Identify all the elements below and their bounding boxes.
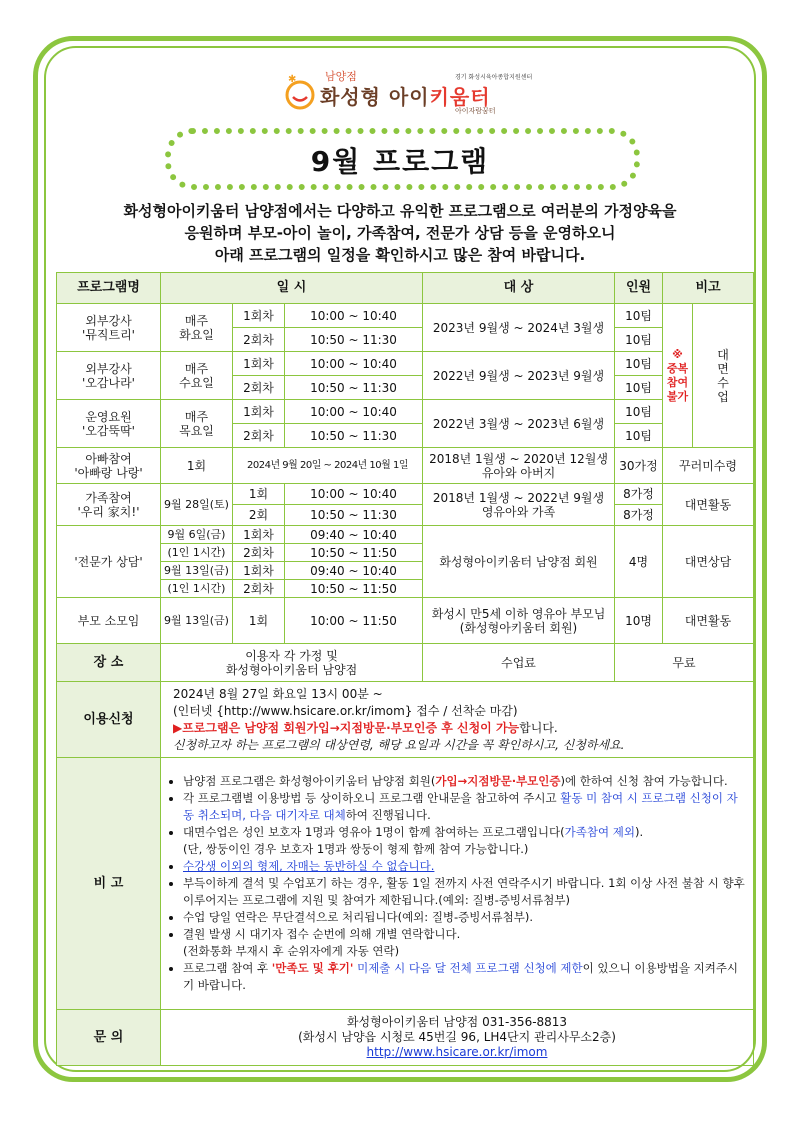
logo [280,68,540,118]
list-item: • 부득이하게 결석 및 수업포기 하는 경우, 활동 1일 전까지 사전 연락주시기 바랍니다. 1회 이상 사전 불참 시 향후 이루어지는 프로그램에 지원 및 참여가 제한됩니다.(예외: 질병-증빙서류첨부) [183,875,745,909]
sun-smile-icon [280,73,320,113]
table-row: 2회 10:50 ~ 11:30 8가정 [57,505,754,526]
table-row: (1인 1시간) 2회차 10:50 ~ 11:50 [57,580,754,598]
program-name: 외부강사 '뮤직트리' [57,304,161,352]
list-item: • 각 프로그램별 이용방법 등 상이하오니 프로그램 안내문을 참고하여 주시고 활동 미 참여 시 프로그램 신청이 자동 취소되며, 다음 대기자로 대체하여 진행됩니다. [183,790,745,824]
logo-tagline: 아이자람꿈터 [455,107,496,115]
table-row: 아빠참여 '아빠랑 나랑' 1회 2024년 9월 20일 ~ 2024년 10월 1일 2018년 1월생 ~ 2020년 12월생 유아와 아버지 30가정 꾸러미수령 [57,448,754,484]
header-note: 비고 [663,273,754,304]
notes-list [161,758,754,1010]
apply-label: 이용신청 [57,682,161,758]
list-item: • 남양점 프로그램은 화성형아이키움터 남양점 회원(가입→지점방문·부모인증)에 한하여 신청 참여 가능합니다. [183,773,745,790]
table-row: '전문가 상담' 9월 6일(금) 1회차 09:40 ~ 10:40 화성형아이키움터 남양점 회원 4명 대면상담 [57,526,754,544]
list-item: • 프로그램 참여 후 '만족도 및 후기' 미제출 시 다음 달 전체 프로그램 신청에 제한이 있으니 이용방법을 지켜주시기 바랍니다. [183,960,745,994]
table-row: 9월 13일(금) 1회차 09:40 ~ 10:40 [57,562,754,580]
contact-info: 화성형아이키움터 남양점 031-356-8813 (화성시 남양읍 시청로 45번길 96, LH4단지 관리사무소2층) http://www.hsicare.or.kr/imom [161,1010,754,1066]
fee-label: 수업료 [423,644,615,682]
table-row: 외부강사 '오감나라' 매주 수요일 1회차 10:00 ~ 10:40 2022년 9월생 ~ 2023년 9월생 10팀 [57,352,754,376]
logo-org: 경기 화성시육아종합지원센터 [455,74,533,81]
apply-text: 2024년 8월 27일 화요일 13시 00분 ~ (인터넷 {http://www.hsicare.or.kr/imom} 접수 / 선착순 마감) ▶프로그램은 남양점 회원가입→지점방문·부모인증 후 신청이 가능합니다. 신청하고자 하는 프로그램의 대상연령, 해당 요일과 시간을 꼭 확인하시고, 신청하세요. [161,682,754,758]
table-row: 2회차 10:50 ~ 11:30 10팀 [57,328,754,352]
intro-text: 화성형아이키움터 남양점에서는 다양하고 유익한 프로그램으로 여러분의 가정양육을 응원하며 부모-아이 놀이, 가족참여, 전문가 상담 등을 운영하오니 아래 프로그램의 일정을 확인하시고 많은 참여 바랍니다. [123,202,677,264]
list-item: • 결원 발생 시 대기자 접수 순번에 의해 개별 연락합니다. (전화통화 부재시 후 순위자에게 자동 연락) [183,926,745,960]
notes-label: 비 고 [57,758,161,1010]
program-name: 부모 소모임 [57,598,161,644]
program-name: 아빠참여 '아빠랑 나랑' [57,448,161,484]
header-target: 대 상 [423,273,615,304]
list-item: • 수업 당일 연락은 무단결석으로 처리됩니다(예외: 질병-증빙서류첨부). [183,909,745,926]
face-note: 대 면 수 업 [693,304,754,448]
contact-link[interactable]: http://www.hsicare.or.kr/imom [366,1045,548,1059]
program-table [56,272,754,1066]
header-name: 프로그램명 [57,273,161,304]
list-item: • 대면수업은 성인 보호자 1명과 영유아 1명이 함께 참여하는 프로그램입니다(가족참여 제외). (단, 쌍둥이인 경우 보호자 1명과 쌍둥이 형제 함께 참여 가능합니다.) [183,824,745,858]
svg-text:✱: ✱ [288,74,297,85]
program-name: 운영요원 '오감뚝딱' [57,400,161,448]
program-name: 가족참여 '우리 家치!' [57,484,161,526]
header-when: 일 시 [161,273,423,304]
program-name: '전문가 상담' [57,526,161,598]
duplicate-note: ※ 중복 참여 불가 [663,304,693,448]
place-label: 장 소 [57,644,161,682]
table-row: (1인 1시간) 2회차 10:50 ~ 11:50 [57,544,754,562]
fee-value: 무료 [615,644,754,682]
table-row: 2회차 10:50 ~ 11:30 10팀 [57,376,754,400]
logo-name: 화성형 아이키움터 [320,85,491,109]
list-item: • 수강생 이외의 형제, 자매는 동반하실 수 없습니다. [183,858,745,875]
table-row: 부모 소모임 9월 13일(금) 1회 10:00 ~ 11:50 화성시 만5세 이하 영유아 부모님 (화성형아키움터 회원) 10명 대면활동 [57,598,754,644]
table-row: 가족참여 '우리 家치!' 9월 28일(토) 1회 10:00 ~ 10:40 2018년 1월생 ~ 2022년 9월생 영유아와 가족 8가정 대면활동 [57,484,754,505]
notes-row [57,758,754,1010]
table-row: 2회차 10:50 ~ 11:30 10팀 [57,424,754,448]
contact-row [57,1010,754,1066]
place-value: 이용자 각 가정 및 화성형아이키움터 남양점 [161,644,423,682]
table-row: 운영요원 '오감뚝딱' 매주 목요일 1회차 10:00 ~ 10:40 2022년 3월생 ~ 2023년 6월생 10팀 [57,400,754,424]
logo-branch: 남양점 [325,70,357,83]
page-title: 9월 프로그램 [310,145,490,178]
contact-label: 문 의 [57,1010,161,1066]
program-name: 외부강사 '오감나라' [57,352,161,400]
place-row [57,644,754,682]
apply-row [57,682,754,758]
header-count: 인원 [615,273,663,304]
table-row: 외부강사 '뮤직트리' 매주 화요일 1회차 10:00 ~ 10:40 2023년 9월생 ~ 2024년 3월생 10팀 ※ 중복 참여 불가 대 면 수 업 [57,304,754,328]
